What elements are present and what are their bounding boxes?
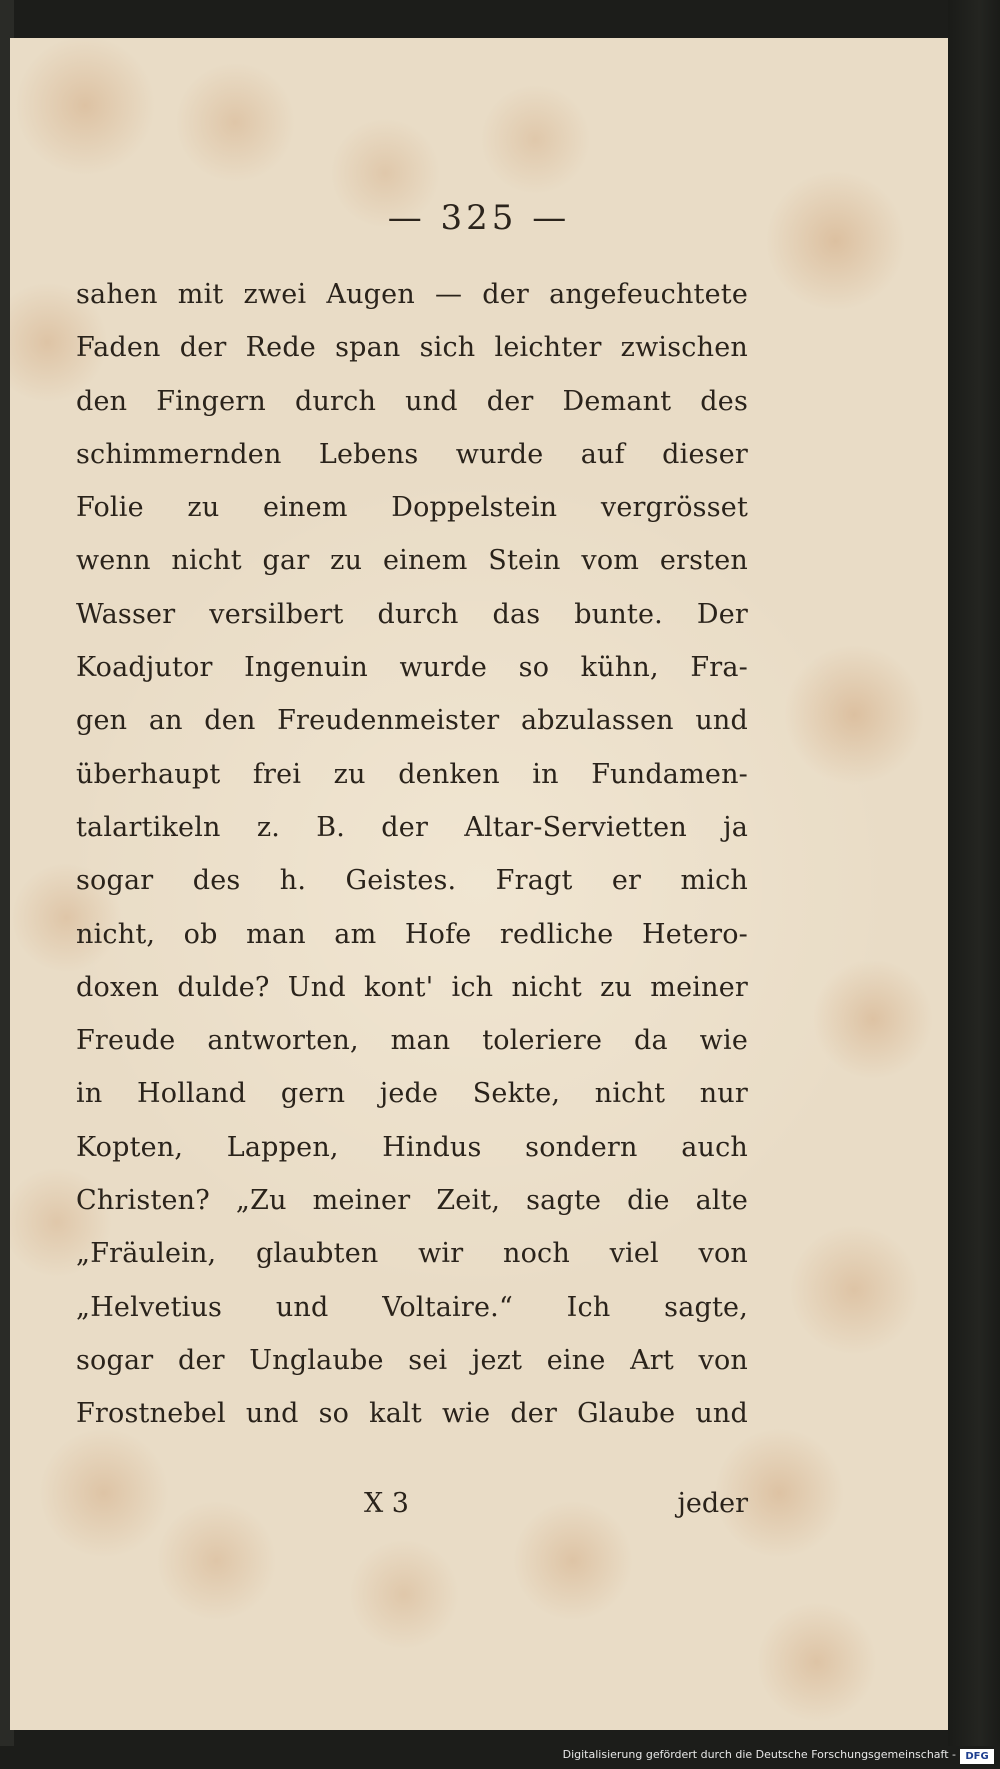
text-line: Freude antworten, man toleriere da wie [76, 1025, 748, 1057]
body-text [76, 268, 748, 1441]
text-line: sahen mit zwei Augen — der angefeuchtete [76, 279, 748, 310]
text-line: talartikeln z. B. der Altar-Servietten ja [76, 811, 748, 843]
text-line: sogar der Unglaube sei jezt eine Art von [76, 1344, 748, 1376]
text-line: nicht, ob man am Hofe redliche Hetero- [76, 918, 748, 950]
dfg-logo-icon: DFG [960, 1749, 994, 1764]
text-line: Faden der Rede span sich leichter zwischen [76, 332, 748, 364]
page-number: — 325 — [387, 198, 571, 238]
text-line: Christen? „Zu meiner Zeit, sagte die alte [76, 1185, 748, 1217]
credit-bar [0, 1746, 1000, 1769]
page-footer [76, 1488, 748, 1548]
text-line: Koadjutor Ingenuin wurde so kühn, Fra- [76, 652, 748, 684]
text-line: gen an den Freudenmeister abzulassen und [76, 705, 748, 737]
text-line: Wasser versilbert durch das bunte. Der [76, 598, 748, 630]
text-line: überhaupt frei zu denken in Fundamen- [76, 758, 748, 790]
text-line: schimmernden Lebens wurde auf dieser [76, 438, 748, 470]
text-line: Folie zu einem Doppelstein vergrösset [76, 492, 748, 524]
text-line: „Helvetius und Voltaire.“ Ich sagte, [76, 1291, 748, 1323]
text-line: „Fräulein, glaubten wir noch viel von [76, 1238, 748, 1270]
text-line: Frostnebel und so kalt wie der Glaube und [76, 1398, 748, 1430]
text-line: wenn nicht gar zu einem Stein vom ersten [76, 545, 748, 577]
text-line: sogar des h. Geistes. Fragt er mich [76, 865, 748, 897]
catchword: jeder [677, 1488, 748, 1519]
text-line: in Holland gern jede Sekte, nicht nur [76, 1078, 748, 1110]
signature-mark: X 3 [364, 1488, 409, 1519]
text-line: doxen dulde? Und kont' ich nicht zu meiner [76, 971, 748, 1003]
funding-credit: Digitalisierung gefördert durch die Deutsche Forschungsgemeinschaft - [562, 1748, 956, 1761]
text-line: den Fingern durch und der Demant des [76, 385, 748, 417]
text-line: Kopten, Lappen, Hindus sondern auch [76, 1131, 748, 1163]
book-binding-right [948, 0, 1000, 1769]
book-page [10, 38, 948, 1730]
